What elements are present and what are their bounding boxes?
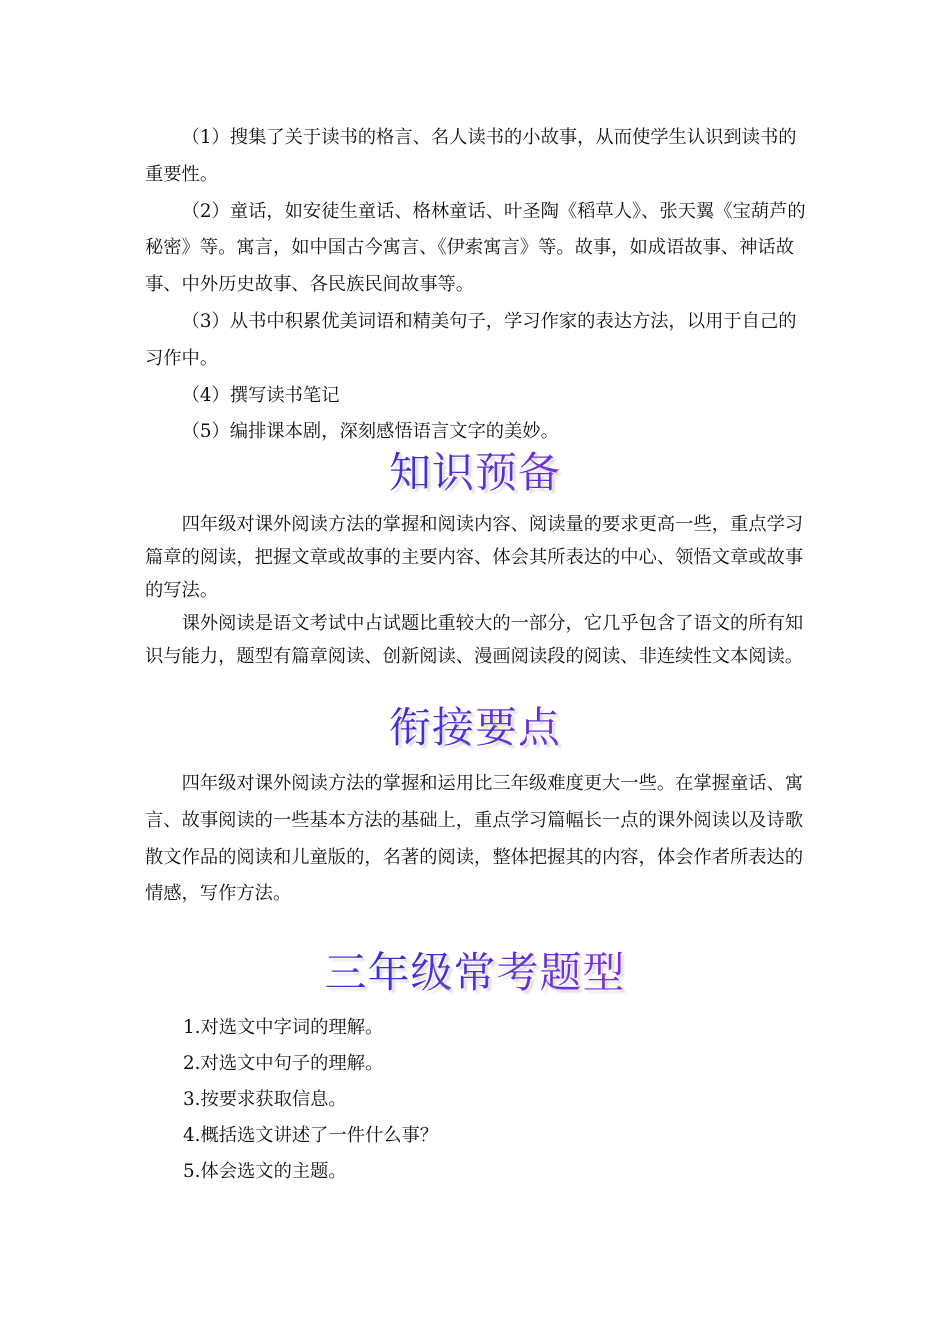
reading-activities-section bbox=[145, 120, 807, 451]
heading-question-types: 三年级常考题型 bbox=[0, 948, 950, 998]
question-types-list bbox=[183, 1010, 438, 1190]
list-item: 3.按要求获取信息。 bbox=[183, 1089, 347, 1110]
list-item: 4.概括选文讲述了一件什么事？ bbox=[183, 1125, 439, 1146]
paragraph: 四年级对课外阅读方法的掌握和运用比三年级难度更大一些。在掌握童话、寓言、故事阅读的一些基本方法的基础上，重点学习篇幅长一点的课外阅读以及诗歌散文作品的阅读和儿童版的，名著的阅读，整体把握其的内容，体会作者所表达的情感，写作方法。 bbox=[145, 773, 804, 905]
heading-key-points: 衔接要点 bbox=[0, 703, 950, 753]
paragraph: （3）从书中积累优美词语和精美句子，学习作家的表达方法，以用于自己的习作中。 bbox=[145, 310, 797, 369]
list-item: 1.对选文中字词的理解。 bbox=[183, 1017, 384, 1038]
paragraph: （2）童话，如安徒生童话、格林童话、叶圣陶《稻草人》、张天翼《宝葫芦的秘密》等。寓言，如中国古今寓言、《伊索寓言》等。故事，如成语故事、神话故事、中外历史故事、各民族民间故事等。 bbox=[145, 200, 806, 296]
knowledge-prep-section bbox=[145, 508, 807, 673]
heading-knowledge-prep: 知识预备 bbox=[0, 448, 950, 498]
paragraph: （1）搜集了关于读书的格言、名人读书的小故事，从而使学生认识到读书的重要性。 bbox=[145, 127, 797, 185]
paragraph: （5）编排课本剧，深刻感悟语言文字的美妙。 bbox=[181, 421, 559, 443]
list-item: 2.对选文中句子的理解。 bbox=[183, 1053, 384, 1074]
key-points-section bbox=[145, 766, 807, 913]
paragraph: 课外阅读是语文考试中占试题比重较大的一部分，它几乎包含了语文的所有知识与能力，题型有篇章阅读、创新阅读、漫画阅读段的阅读、非连续性文本阅读。 bbox=[145, 613, 804, 667]
list-item: 5.体会选文的主题。 bbox=[183, 1161, 347, 1182]
paragraph: （4）撰写读书笔记 bbox=[181, 384, 340, 406]
paragraph: 四年级对课外阅读方法的掌握和阅读内容、阅读量的要求更高一些，重点学习篇章的阅读，把握文章或故事的主要内容、体会其所表达的中心、领悟文章或故事的写法。 bbox=[145, 514, 804, 601]
